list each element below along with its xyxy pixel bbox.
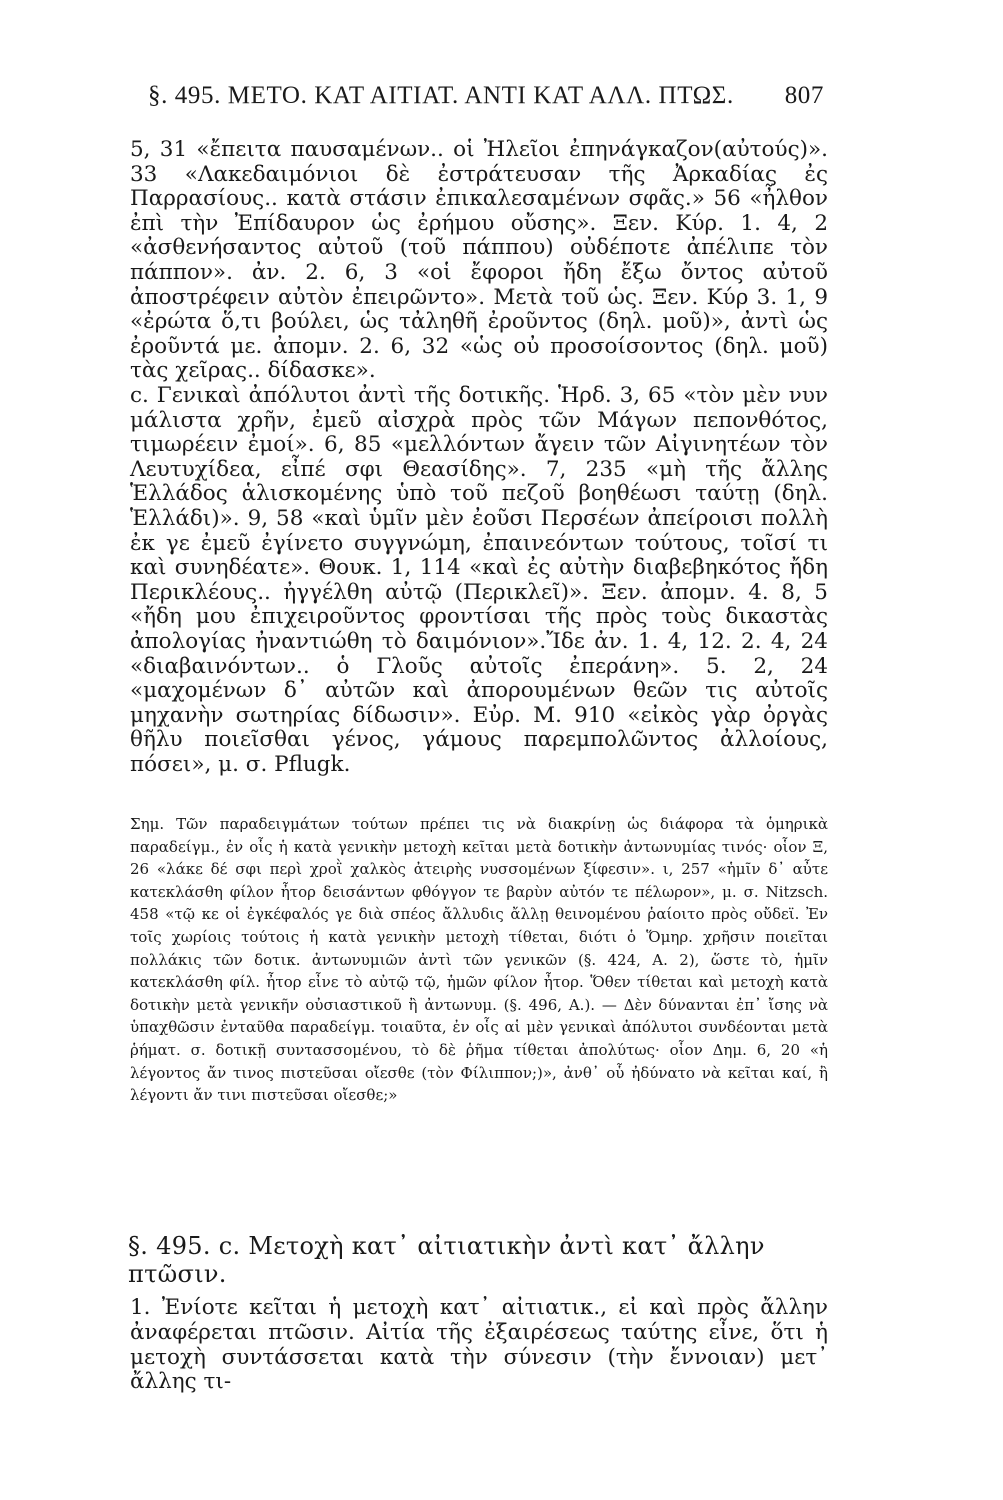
note-paragraph: Σημ. Τῶν παραδειγμάτων τούτων πρέπει τις νὰ διακρίνῃ ὡς διάφορα τὰ ὁμηρικὰ παραδείγμ., ἐν οἷς ἡ κατὰ γενικὴν μετοχὴ κεῖται μετὰ δοτικὴν ἀντωνυμίας τινός· οἷον Ξ, 26 «λάκε δέ σφι περὶ χροῒ χαλκὸς ἀτειρὴς νυσσομένων ξίφεσιν». ι, 257 «ἡμῖν δ᾽ αὖτε κατεκλάσθη φίλον ἦτορ δεισάντων φθόγγον τε βαρὺν αὐτόν τε πέλωρον», μ. σ. Nitzsch. 458 «τῷ κε οἱ ἐγκέφαλός γε διὰ σπέος ἄλλυδις ἄλλῃ θεινομένου ῥαίοιτο πρὸς οὔδεϊ. Ἐν τοῖς χωρίοις τούτοις ἡ κατὰ γενικὴν μετοχὴ τίθεται, διότι ὁ Ὅμηρ. χρῆσιν ποιεῖται πολλάκις τῶν δοτικ. ἀντωνυμιῶν ἀντὶ τῶν γενικῶν (§. 424, Α. 2), ὥστε τὸ, ἡμῖν κατεκλάσθη φίλ. ἦτορ εἶνε τὸ αὐτῷ τῷ, ἡμῶν φίλον ἦτορ. Ὅθεν τίθεται καὶ μετοχὴ κατὰ δοτικὴν μετὰ γενικῆν οὐσιαστικοῦ ἢ ἀντωνυμ. (§. 496, Α.). — Δὲν δύνανται ἐπ᾽ ἴσης νὰ ὑπαχθῶσιν ἐνταῦθα παραδείγμ. τοιαῦτα, ἐν οἷς αἱ μὲν γενικαὶ ἀπόλυτοι συνδέονται μετὰ ῥήματ. σ. δοτικῇ συντασσομένου, τὸ δὲ ῥῆμα τίθεται ἀπολύτως· οἷον Δημ. 6, 20 «ἡ λέγοντος ἄν τινος πιστεῦσαι οἴεσθε (τὸν Φίλιππον;)», ἀνθ᾽ οὗ ἠδύνατο νὰ κεῖται καί, ἢ λέγοντι ἄν τινι πιστεῦσαι οἴεσθε;» <box>130 815 828 1105</box>
running-title: §. 495. ΜΕΤΟ. ΚΑΤ ΑΙΤΙΑΤ. ΑΝΤΙ ΚΑΤ ΑΛΛ. ΠΤΩΣ. <box>148 82 734 109</box>
example-c-paragraph: c. Γενικαὶ ἀπόλυτοι ἀντὶ τῆς δοτικῆς. Ἡρδ. 3, 65 «τὸν μὲν νυν μάλιστα χρῆν, ἐμεῦ αἰσχρὰ πρὸς τῶν Μάγων πεπονθότος, τιμωρέειν ἐμοί». 6, 85 «μελλόντων ἄγειν τῶν Αἰγινητέων τὸν Λευτυχίδεα, εἶπέ σφι Θεασίδης». 7, 235 «μὴ τῆς ἄλλης Ἑλλάδος ἁλισκομένης ὑπὸ τοῦ πεζοῦ βοηθέωσι ταύτῃ (δηλ. Ἑλλάδι)». 9, 58 «καὶ ὑμῖν μὲν ἐοῦσι Περσέων ἀπείροισι πολλὴ ἐκ γε ἐμεῦ ἐγίνετο συγγνώμη, ἐπαινεόντων τούτους, τοῖσί τι καὶ συνηδέατε». Θουκ. 1, 114 «καὶ ἐς αὐτὴν διαβεβηκότος ἤδη Περικλέους.. ἠγγέλθη αὐτῷ (Περικλεῖ)». Ξεν. ἀπομν. 4. 8, 5 «ἤδη μου ἐπιχειροῦντος φροντίσαι τῆς πρὸς τοὺς δικαστὰς ἀπολογίας ἠναντιώθη τὸ δαιμόνιον».Ἴδε ἀν. 1. 4, 12. 2. 4, 24 «διαβαινόντων.. ὁ Γλοῦς αὐτοῖς ἐπεράνη». 5. 2, 24 «μαχομένων δ᾽ αὐτῶν καὶ ἀπορουμένων θεῶν τις αὐτοῖς μηχανὴν σωτηρίας δίδωσιν». Εὐρ. Μ. 910 «εἰκὸς γὰρ ὀργὰς θῆλυ ποιεῖσθαι γένος, γάμους παρεμπολῶντος ἀλλοίους, πόσει», μ. σ. Pflugk. <box>130 383 828 777</box>
running-header <box>148 82 824 110</box>
main-text-paragraph: 5, 31 «ἔπειτα παυσαμένων.. οἱ Ἠλεῖοι ἐπηνάγκαζον(αὐτούς)». 33 «Λακεδαιμόνιοι δὲ ἐστράτευσαν τῆς Ἀρκαδίας ἐς Παρρασίους.. κατὰ στάσιν ἐπικαλεσαμένων σφᾶς.» 56 «ἦλθον ἐπὶ τὴν Ἐπίδαυρον ὡς ἐρήμου οὔσης». Ξεν. Κύρ. 1. 4, 2 «ἀσθενήσαντος αὐτοῦ (τοῦ πάππου) οὐδέποτε ἀπέλιπε τὸν πάππον». ἀν. 2. 6, 3 «οἱ ἔφοροι ἤδη ἔξω ὄντος αὐτοῦ ἀποστρέφειν αὐτὸν ἐπειρῶντο». Μετὰ τοῦ ὡς. Ξεν. Κύρ 3. 1, 9 «ἐρώτα ὅ,τι βούλει, ὡς τἀληθῆ ἐροῦντος (δηλ. μοῦ)», ἀντὶ ὡς ἐροῦντά με. ἀπομν. 2. 6, 32 «ὡς οὐ προσοίσοντος (δηλ. μοῦ) τὰς χεῖρας.. δίδασκε». <box>130 137 828 384</box>
section-heading: §. 495. c. Μετοχὴ κατ᾽ αἰτιατικὴν ἀντὶ κατ᾽ ἄλλην πτῶσιν. <box>128 1232 765 1288</box>
page-number: 807 <box>784 82 824 109</box>
section-paragraph: 1. Ἐνίοτε κεῖται ἡ μετοχὴ κατ᾽ αἰτιατικ., εἰ καὶ πρὸς ἄλλην ἀναφέρεται πτῶσιν. Αἰτία τῆς ἐξαιρέσεως ταύτης εἶνε, ὅτι ἡ μετοχὴ συντάσσεται κατὰ τὴν σύνεσιν (τὴν ἔννοιαν) μετ᾽ ἄλλης τι- <box>130 1295 828 1395</box>
